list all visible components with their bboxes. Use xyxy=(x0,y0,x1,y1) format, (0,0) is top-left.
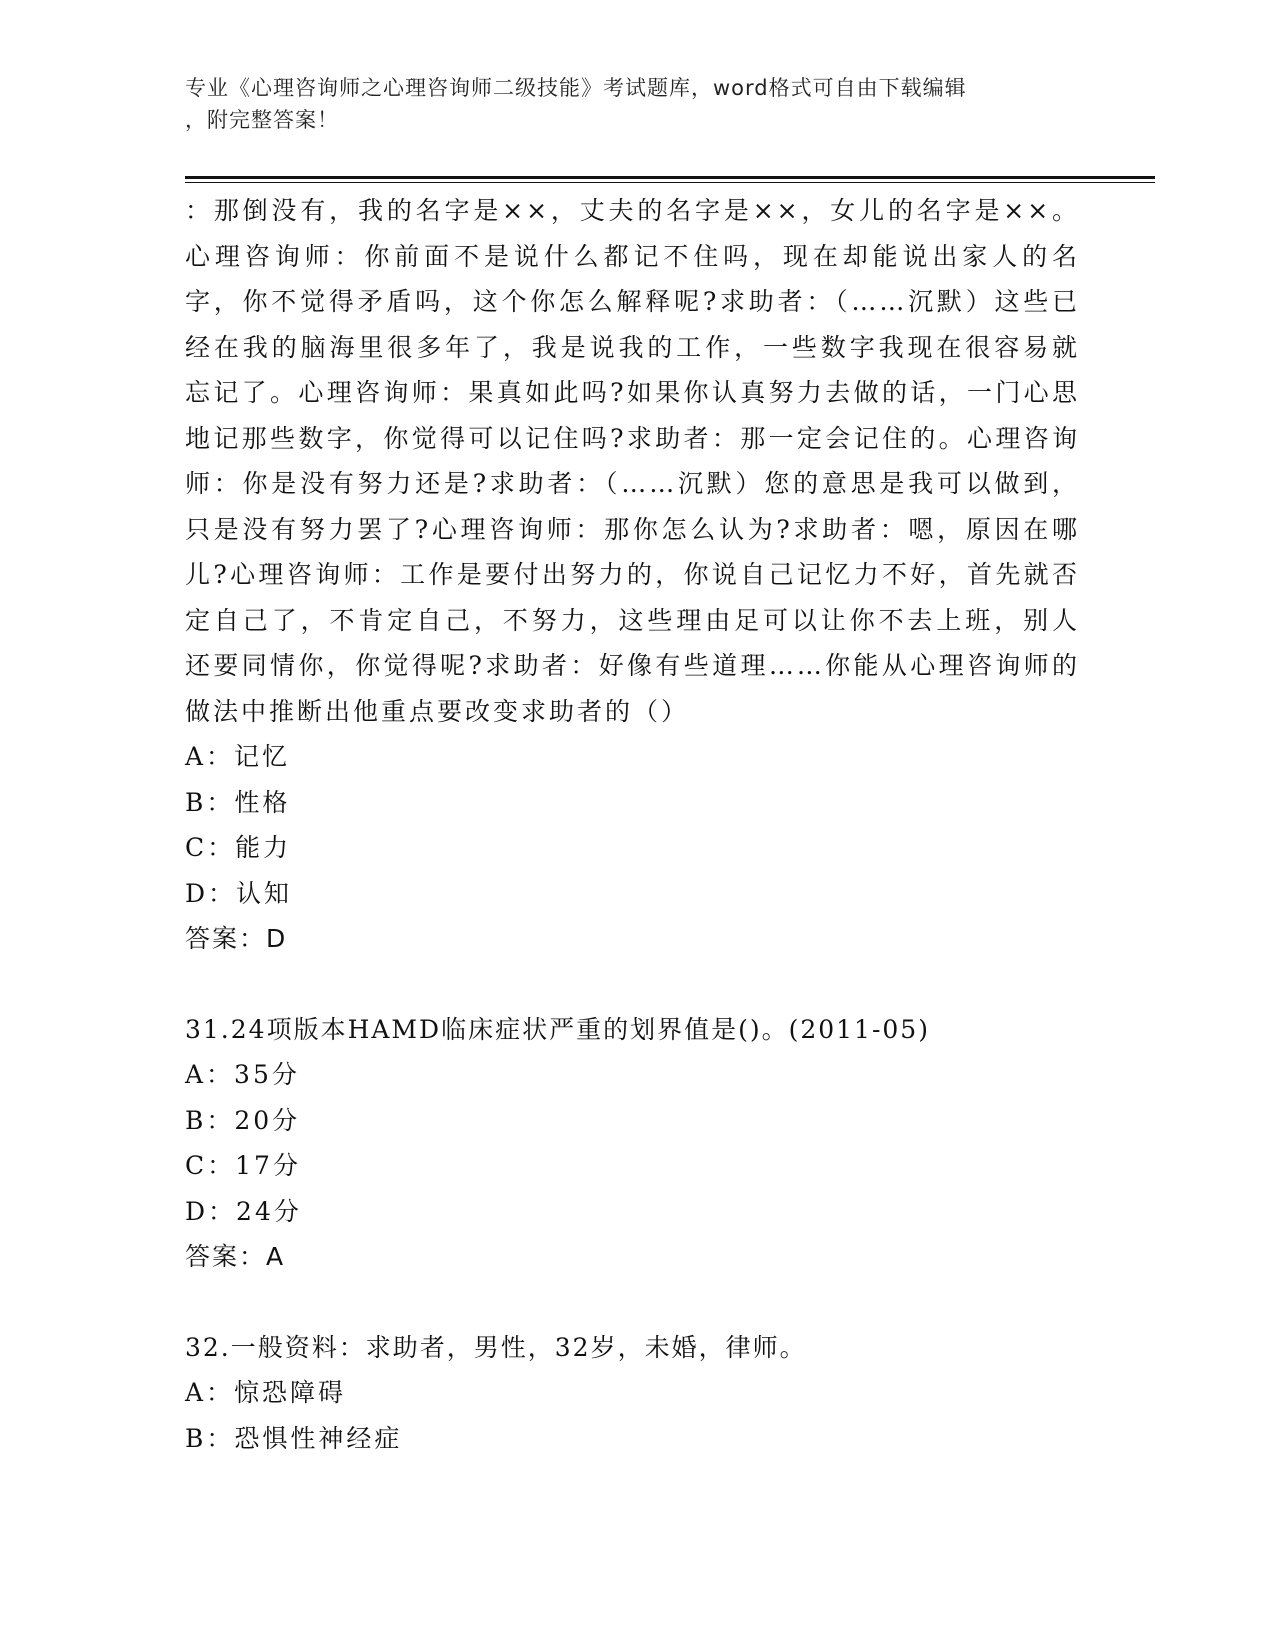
question-30 xyxy=(185,188,1080,962)
document-header xyxy=(185,72,1065,136)
option-b: B：恐惧性神经症 xyxy=(185,1423,403,1453)
header-divider-thick xyxy=(185,176,1155,179)
option-d: D：认知 xyxy=(185,878,293,908)
option-c: C：17分 xyxy=(185,1151,301,1180)
question-stem: 31.24项版本HAMD临床症状严重的划界值是()。(2011-05) xyxy=(185,1014,930,1044)
option-a: A：记忆 xyxy=(185,742,291,771)
question-31 xyxy=(185,1007,1080,1280)
answer-line: 答案：A xyxy=(185,1242,286,1271)
question-passage: ：那倒没有，我的名字是××，丈夫的名字是××，女儿的名字是××。心理咨询师：你前面不是说什么都记不住吗，现在却能说出家人的名字，你不觉得矛盾吗，这个你怎么解释呢?求助者：（……沉默）这些已经在我的脑海里很多年了，我是说我的工作，一些数字我现在很容易就忘记了。心理咨询师：果真如此吗?如果你认真努力去做的话，一门心思地记那些数字，你觉得可以记住吗?求助者：那一定会记住的。心理咨询师：你是没有努力还是?求助者：（……沉默）您的意思是我可以做到，只是没有努力罢了?心理咨询师：那你怎么认为?求助者：嗯，原因在哪儿?心理咨询师：工作是要付出努力的，你说自己记忆力不好，首先就否定自己了，不肯定自己，不努力，这些理由足可以让你不去上班，别人还要同情你，你觉得呢?求助者：好像有些道理……你能从心理咨询师的做法中推断出他重点要改变求助者的（） xyxy=(185,196,1080,726)
option-a: A：惊恐障碍 xyxy=(185,1378,347,1407)
question-32 xyxy=(185,1325,1080,1462)
question-stem: 32.一般资料：求助者，男性，32岁，未婚，律师。 xyxy=(185,1332,807,1362)
header-divider-thin xyxy=(185,182,1155,183)
option-d: D：24分 xyxy=(185,1196,302,1226)
header-line-2: ，附完整答案！ xyxy=(185,108,339,132)
option-b: B：性格 xyxy=(185,787,291,817)
spacer xyxy=(185,962,1080,1007)
question-content xyxy=(185,188,1080,1461)
option-b: B：20分 xyxy=(185,1105,301,1135)
header-line-1: 专业《心理咨询师之心理咨询师二级技能》考试题库，word格式可自由下载编辑 xyxy=(185,76,967,100)
spacer xyxy=(185,1280,1080,1325)
option-c: C：能力 xyxy=(185,833,292,862)
answer-line: 答案：D xyxy=(185,924,288,953)
option-a: A：35分 xyxy=(185,1060,300,1089)
